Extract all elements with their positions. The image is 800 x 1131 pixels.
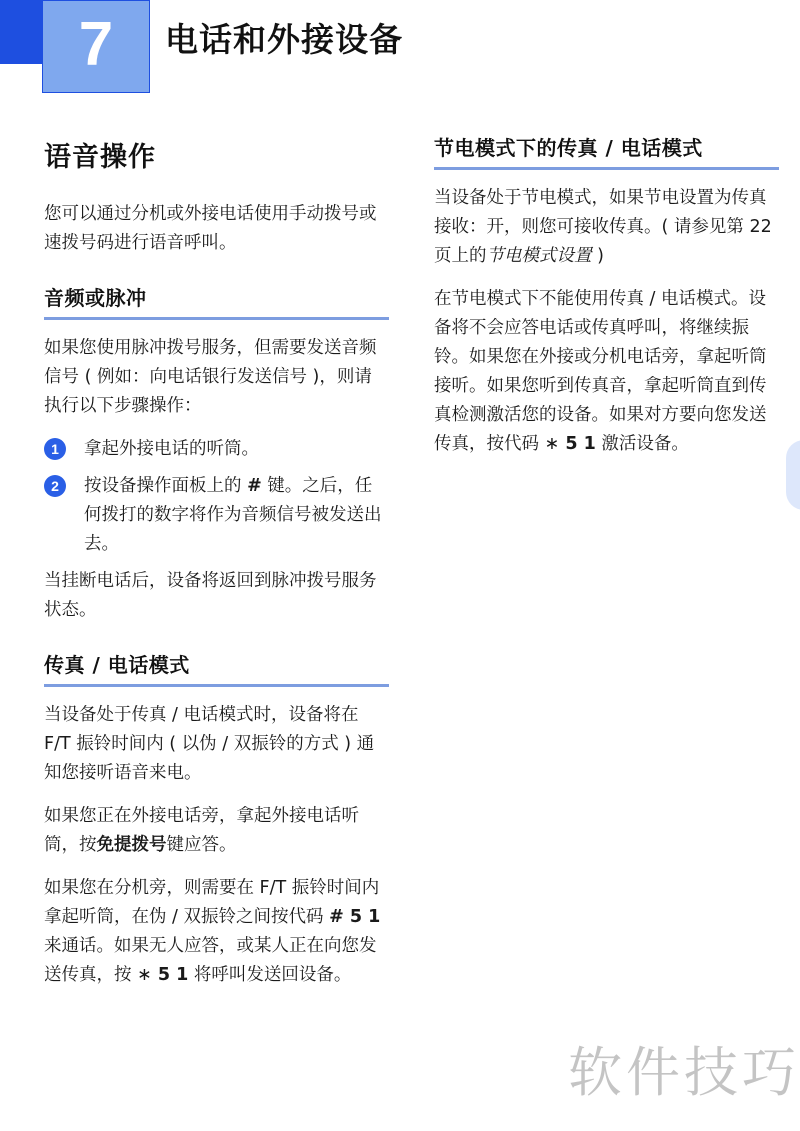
text-span: 在节电模式下不能使用传真 / 电话模式。设备将不会应答电话或传真呼叫，将继续振铃。如果您在外接或分机电话旁，拿起听筒接听。如果您听到传真音，拿起听筒直到传真检测激活您的设备。如果对方要向您发送传真，按代码 (434, 289, 767, 454)
hash-key: # (247, 476, 262, 496)
step-number-badge: 1 (44, 438, 66, 460)
code-hash-51: # 5 1 (329, 907, 381, 927)
section-title: 语音操作 (44, 142, 156, 173)
chapter-accent-bar (0, 0, 42, 64)
step-text-pre: 按设备操作面板上的 (84, 476, 248, 496)
text-span: ，则您可接收传真。( 请参见第 22 页上的 (434, 217, 772, 266)
fax-tel-paragraph-1: 当设备处于传真 / 电话模式时，设备将在 F/T 振铃时间内 ( 以伪 / 双振铃的方式 ) 通知您接听语音来电。 (44, 705, 375, 783)
star-key: ∗ (137, 965, 152, 985)
text-span: 当设备处于节电模式，如果节电设置为 (434, 188, 732, 208)
text-span: 键应答。 (166, 835, 237, 855)
tone-pulse-paragraph: 如果您使用脉冲拨号服务，但需要发送音频信号 ( 例如：向电话银行发送信号 )，则请执行以下步骤操作： (44, 338, 377, 416)
setting-value: 传真接收：开 (434, 188, 767, 237)
text-span: ) (591, 246, 604, 266)
code-51: 5 1 (559, 434, 596, 454)
sleep-mode-paragraph-2 (434, 285, 779, 459)
step-2 (44, 472, 389, 559)
left-column (44, 135, 389, 1004)
intro-paragraph: 您可以通过分机或外接电话使用手动拨号或速拨号码进行语音呼叫。 (44, 204, 377, 253)
chapter-side-tab (786, 440, 800, 510)
fax-tel-paragraph-2 (44, 802, 389, 860)
chapter-title: 电话和外接设备 (165, 20, 403, 59)
text-span: 如果您正在外接电话旁，拿起外接电话听筒，按 (44, 806, 359, 855)
code-51: 5 1 (151, 965, 189, 985)
hook-key: 免提拨号 (96, 835, 167, 855)
fax-tel-heading: 传真 / 电话模式 (44, 649, 389, 687)
chapter-number: 7 (42, 0, 150, 93)
after-hangup-paragraph: 当挂断电话后，设备将返回到脉冲拨号服务状态。 (44, 571, 377, 620)
text-span: 激活设备。 (595, 434, 689, 454)
sleep-mode-heading: 节电模式下的传真 / 电话模式 (434, 132, 779, 170)
star-key: ∗ (544, 434, 560, 454)
sleep-mode-paragraph-1 (434, 184, 779, 271)
step-text: 拿起外接电话的听筒。 (84, 439, 259, 459)
cross-reference: 节电模式设置 (486, 246, 592, 266)
text-span: 来通话。如果无人应答，或某人正在向您发送传真，按 (44, 936, 377, 985)
text-span: 如果您在分机旁，则需要在 F/T 振铃时间内拿起听筒，在伪 / 双振铃之间按代码 (44, 878, 380, 927)
tone-pulse-heading: 音频或脉冲 (44, 282, 389, 320)
right-column (434, 132, 779, 473)
watermark: 软件技巧 (568, 1041, 800, 1104)
text-span: 将呼叫发送回设备。 (188, 965, 352, 985)
step-text-post: 键。之后，任何拨打的数字将作为音频信号被发送出去。 (84, 476, 382, 554)
step-number-badge: 2 (44, 475, 66, 497)
fax-tel-paragraph-3 (44, 874, 389, 990)
step-1 (44, 435, 389, 464)
